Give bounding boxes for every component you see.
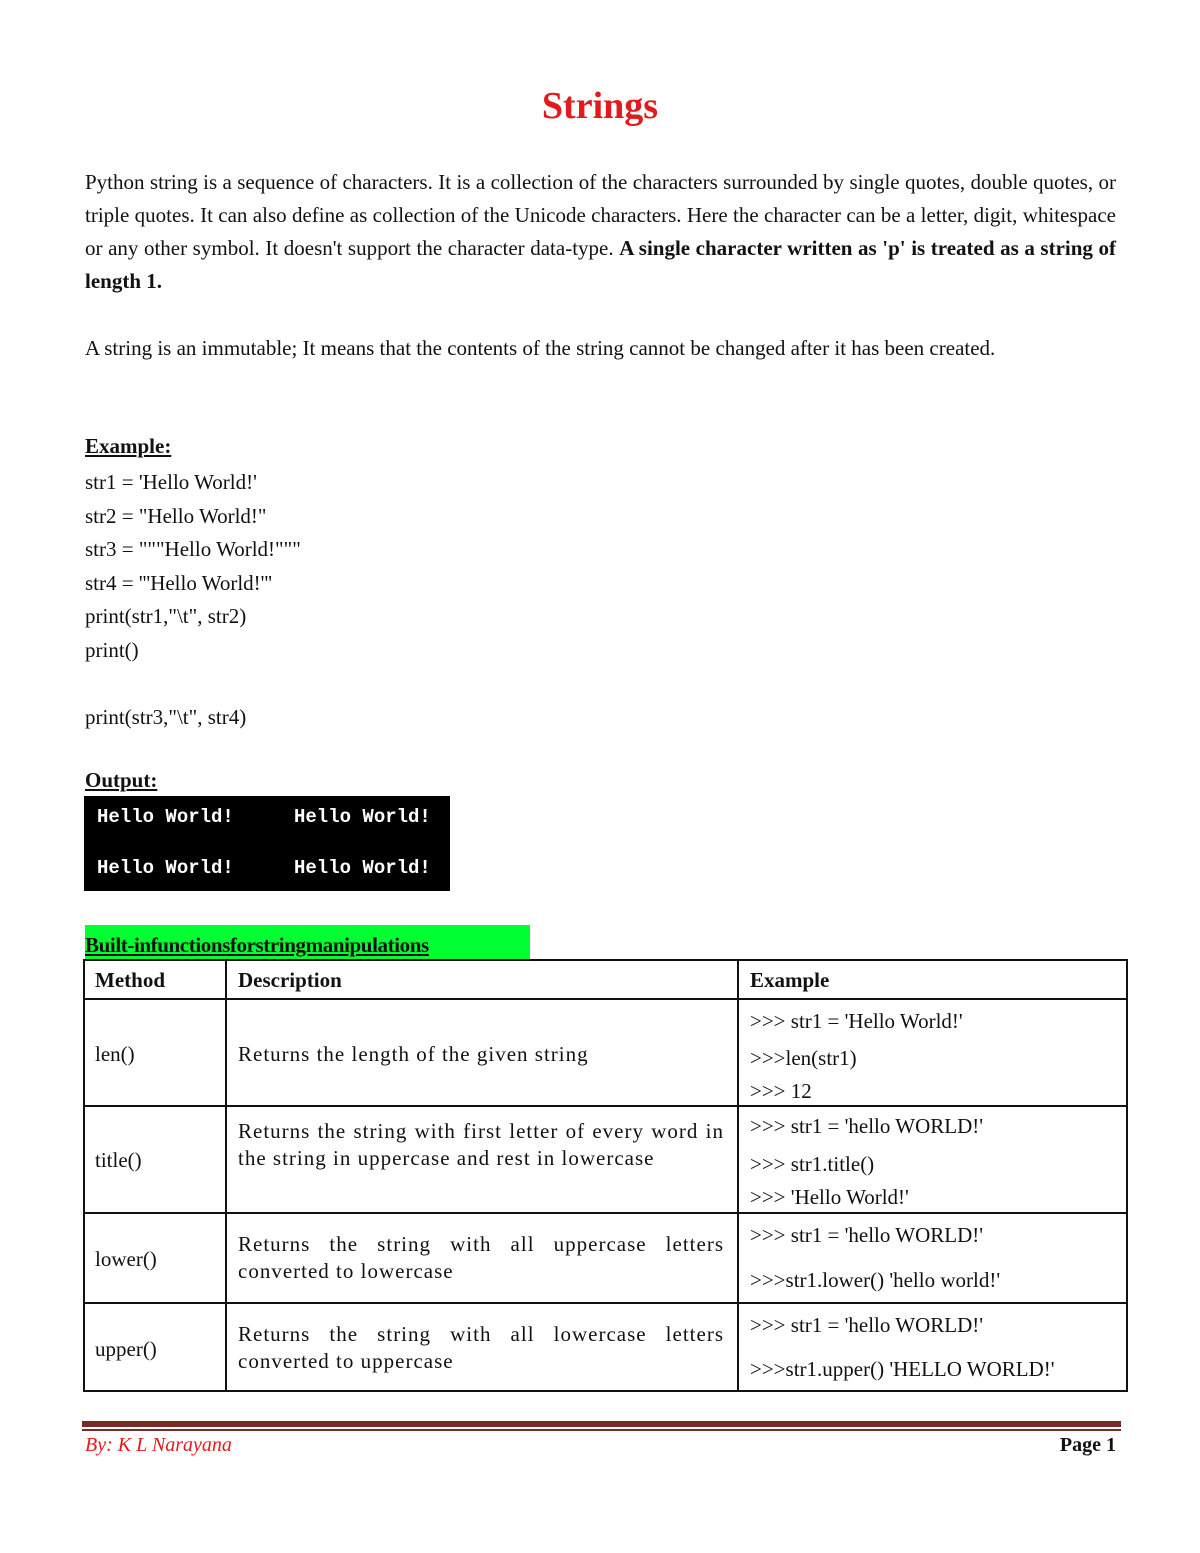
example-line: >>> str1 = 'hello WORLD!' (750, 1114, 984, 1138)
code-line: print(str3,"\t", str4) (85, 704, 247, 729)
method-name: upper() (95, 1337, 157, 1361)
code-line: str4 = '''Hello World!''' (85, 570, 273, 595)
intro-bold-text: A single character written as 'p' is treated as a string of length 1. (85, 236, 1116, 293)
code-block (85, 466, 301, 734)
header-example: Example (750, 968, 830, 992)
builtin-functions-heading: Built-infunctionsforstringmanipulations (85, 925, 530, 959)
example-line: >>> str1 = 'Hello World!' (750, 1009, 963, 1033)
code-line: print(str1,"\t", str2) (85, 604, 247, 628)
intro-paragraph (85, 166, 1116, 298)
table-header-cell (225, 959, 739, 1000)
method-name: title() (95, 1148, 142, 1172)
immutable-paragraph: A string is an immutable; It means that the contents of the string cannot be changed after it has been created. (85, 336, 996, 360)
terminal-text: Hello World! (97, 857, 234, 879)
code-line: str2 = "Hello World!" (85, 503, 267, 528)
table-row (225, 1212, 739, 1304)
intro-text: Python string is a sequence of characters. It is a collection of the characters surrounded by single quotes, double quotes, or triple quotes. It can also define as collection of the Unicode characters. Here the character can be a letter, digit, whitespace or any other symbol. It doesn't support the character data-type. (85, 170, 1116, 260)
example-line: >>> str1 = 'hello WORLD!' (750, 1223, 984, 1247)
code-line: str1 = 'Hello World!' (85, 470, 257, 494)
footer-divider-thin (82, 1429, 1121, 1431)
footer-page-number: Page 1 (1059, 1434, 1116, 1456)
example-line: >>> str1 = 'hello WORLD!' (750, 1313, 984, 1337)
example-label: Example: (85, 434, 172, 458)
footer-author: By: K L Narayana (85, 1434, 232, 1456)
method-name: len() (95, 1042, 135, 1066)
table-row (737, 998, 1128, 1107)
table-row (225, 998, 739, 1107)
page-title: Strings (541, 85, 659, 127)
method-description: Returns the string with first letter of every word in the string in uppercase and rest in lowercase (238, 1119, 724, 1170)
method-description: Returns the string with all lowercase letters converted to uppercase (238, 1322, 724, 1373)
example-line: >>>str1.lower() 'hello world!' (750, 1268, 1001, 1292)
table-row (737, 1105, 1128, 1214)
method-description: Returns the string with all uppercase letters converted to lowercase (238, 1232, 724, 1283)
example-line: >>> str1.title() (750, 1152, 875, 1176)
example-line: >>> 12 (750, 1079, 812, 1103)
header-description: Description (238, 968, 342, 992)
terminal-text: Hello World! (294, 806, 431, 828)
code-line: str3 = """Hello World!""" (85, 537, 301, 561)
table-row (83, 1212, 227, 1304)
header-method: Method (95, 968, 165, 992)
terminal-text: Hello World! (294, 857, 431, 879)
table-header-cell (737, 959, 1128, 1000)
string-methods-table (83, 959, 1128, 1392)
table-row (737, 1212, 1128, 1304)
footer-divider (82, 1421, 1121, 1427)
code-line: print() (85, 637, 139, 662)
example-line: >>>str1.upper() 'HELLO WORLD!' (750, 1357, 1055, 1381)
table-row (83, 1302, 227, 1392)
table-row (83, 998, 227, 1107)
table-row (83, 1105, 227, 1214)
table-row (737, 1302, 1128, 1392)
method-description: Returns the length of the given string (238, 1042, 589, 1066)
method-name: lower() (95, 1247, 157, 1271)
example-line: >>> 'Hello World!' (750, 1185, 909, 1209)
table-row (225, 1302, 739, 1392)
table-header-cell (83, 959, 227, 1000)
terminal-text: Hello World! (97, 806, 234, 828)
output-label: Output: (85, 768, 158, 792)
output-terminal (84, 796, 450, 891)
example-line: >>>len(str1) (750, 1046, 857, 1070)
code-line (85, 667, 301, 701)
table-row (225, 1105, 739, 1214)
